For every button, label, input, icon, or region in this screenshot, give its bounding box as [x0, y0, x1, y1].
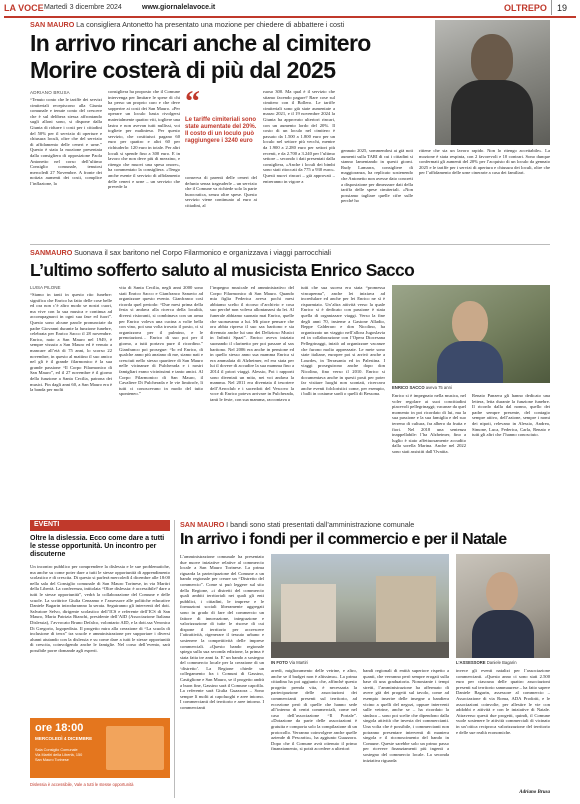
byline: LUISA PILONE [30, 285, 61, 290]
signature: Adriano Brusa [519, 790, 550, 795]
column-6: Renato Panzera gli hanno dedicato una lettera, letta durante la funzione funebre. Il ricordo dalla dal nonno, quello dei padre sempre presente, del contagio sempre attivo, dell’azione, sempre i nomi dei nipoti, relevano in Alessio, Andrea, Simone, Luca, Federica, Carla, Renato e tutti gli altri che l’hanno conosciuto. [472, 393, 550, 438]
column-1: “Siamo in tanti in questo rito funebre: significa che Enrico ha fatto delle cose belle ed ora non c’è altro modo se nostri cuori, ma vive con la sua musica e continua ad accompagnarci in ogni sua fase ed fuori”. Questo sono alcune parole pronunciate da padre Giovanni durante la funzione funebre, celebrata per Enrico Sacco il 28 novembre. Enrico, nato a San Mauro nel 1949, è sempre vissuto a San Mauro ed è venuto a mancare all’età di 75 anni, lo scorso 22 novembre, in questo al mattino il suo amico nel gli è il grande filarmonico è la sua grande passione “Il Corpo Filarmonico di San Mauro”, ed il 27 novembre è il giorno della funzione a Santa Cecilia, patrona dei musici. Fin dagli anni 60, a San Mauro era è la banda per molti [30, 292, 112, 393]
column-5: gennaio 2025, sommendosi ai già noti aumenti sulla TARI di cui i cittadini si stanno lamentando in questi giorni. Rudy Lamarra, consigliere di maggioranza, ha replicato sostenendo che Antonetto non avesse dato concreti a disposizione per dimezzare dati della tariffa delle spese cimiteriali. «Non possiamo tagliare quelle cifre sulle perché ho [341, 148, 413, 204]
street-road [271, 642, 449, 658]
headline-1: In arrivo rincari anche al cimitero [30, 30, 371, 56]
headline: In arrivo i fondi per il commercio e per il Natale [180, 531, 507, 548]
headline: L’ultimo sofferto saluto al musicista Enrico Sacco [30, 260, 415, 280]
paper-name: LA VOCE [4, 3, 44, 13]
column-divider [174, 520, 175, 798]
section-name: OLTREPO [504, 3, 547, 13]
event-info-box [106, 726, 164, 770]
sacco-face [452, 301, 488, 345]
kicker-place: SAN MAURO [30, 20, 75, 29]
caption-tag: IN FOTO [271, 660, 288, 665]
caption-age: aveva 75 anni [425, 385, 452, 390]
kicker-text: I bandi sono stati presentati dall’amministrazione comunale [226, 520, 415, 529]
quote-mark-icon: “ [185, 85, 200, 118]
street-photo [271, 554, 449, 658]
section-divider [551, 0, 552, 15]
pull-quote [185, 85, 257, 169]
headline: Oltre la dislessia. Ecco come dare a tutti le stesse opportunità. Un incontro per discuterne [30, 535, 165, 559]
divider [30, 244, 550, 245]
column-1: “Tenuto conto che le tariffe dei servizi cimiteriali recepiscono alla Giunta comunale e tenute conto del crescere che è sul delibera stessa affrontando sugli alloni sono, si dispone dalla Giunta di ridurre i costi per i cittadini del 50% per il servizio di operture e chiusura loculi, oltre che del servizio di affidamento delle ceneri e urne.” Questo è stata la mozione presentata dalla consigliera di opposizione Paola Antonetto nel corso dell’ultimo Consiglio comunale, tenutosi mercoledì 27 Novembre. A fronte dei notizia aumenti dei costi, complice l’inflazione, la [30, 97, 102, 186]
assessore-caption [456, 660, 550, 665]
column-4: invece gli eventi natalizi per l’associazione commercianti. «Questo anno ci sono stati 2.500 euro per ciascuna delle quattro associazioni presenti sul territorio sammaurese – ha fatto sapere Daniele Bagarin, assessore al commercio – Associazione di via Roma, ADA Prodotti, e le associazioni coinvolte, per allestire le vie con addobbi e attività e con le iniziative di Natale. Attraverso questi due progetti, quindi, il Comune vuole sostenere le attività commerciali di vicinato in un’ottica reciproca valorizzazione del territorio e delle sue realtà economiche. [456, 668, 550, 735]
column-2: consigliera ha proposto che il Comune intervenga per limitare le spese di chi ha perso un proprio caro e che deve sopperire ai costi dei San Mauro. «Per operare un loculo basta rivolgersi materialmente quattro viti, togliere una lastra e non avevan tutti nullissi, voi togliete per malinteso. Per questo servizio, che costituisci pagano 60 euro per quattro e altri 60 per richiuderlo: 120 euro in totale. Per altri loculi si spende fino a 300 euro. E in lavoro che non deve più di mezzino, e ritengo che muovi una spesa onore», ha commentato la consigliera. «Tengo anche esente il servizio di affidamento delle ceneri e urne – un servizio che prevede la [108, 89, 180, 190]
column-3: bandi regionali di entità superiore rispetto a quanti, che verranno però sempre erogati sulla base di una graduatoria. Nonostante i tempi stretti, l’amministrazione ha affermato di avere già dei progetti sul tavolo, come ad esempio inserire delle insegne a bandiera vicino a quelli del negozi, oppure interventi sulle vetrine, anche se – ha ricordato la sindaca – sono poi scelte che dipendono dalla singola attività che investa dei commercianti. Una volta che è possibile, i commercianti non potranno presentare interventi di maniera singola e il riconoscimento del bando in Comune. Queste sarebbe solo un primo passo per ricevere finanziamenti più ingenti a sostegno del commercio locale. La seconda iniziativa riguarda [363, 668, 449, 763]
issue-date: Martedì 3 dicembre 2024 [44, 4, 122, 11]
kicker-text: La consigliera Antonetto ha presentato una mozione per chiedere di abbattere i costi [76, 20, 345, 29]
portrait-photo [435, 20, 550, 145]
event-time: ore 18:00 [35, 722, 84, 734]
portrait-suit [451, 80, 533, 145]
column-5: Enrico si è impegnato nella musica, nel voler regolare ai suoi concittadini piacevoli pellegrinaggi; vacanze da quel momento in poi ricordato di lui, ma la sua passione e la sua famiglia e del suo terreno di cultura, fra albero da frutta e fiori. Nel 2018 una sentenza inappellabile: l’ha Alzheimer, fino a luglio è stato affettuosamente accudito dalla sorella Marina. Anche nel 2022 sono stati assistiti dall’Ovatita. [392, 393, 466, 454]
website: www.giornalelavoce.it [142, 4, 216, 11]
photo-caption [271, 660, 449, 665]
caption-name: Daniele Bagarin [486, 660, 517, 665]
section-tag: EVENTI [30, 520, 170, 531]
kicker [30, 20, 380, 29]
kicker-place: SANMAURO [30, 248, 73, 257]
kicker-place: SAN MAURO [180, 520, 225, 529]
column-1: L’amministrazione comunale ha presentato due nuove iniziative relative al commercio locale a San Mauro Torinese. La prima riguarda la partecipazione del Comune a un bando regionale per creare un “Distretto del commercio”. Come si può leggere sul sito della Regione, «i distretti del commercio quali ambiti territoriali nei quali gli enti pubblici, i cittadini, le imprese e le formazioni sociali liberamente aggregati sono in grado di fare del commercio un fattore di innovazione, integrazione e valorizzazione di tutte le risorse di cui dispone il territorio per accrescere l’attrattività, rigenerare il tessuto urbano e sostenere la competitività delle imprese commerciali. «Questo bando regionale spiega sulla sua seconda edizione, la prima è stata fatta tre anni fa. E’ un bando a sostegno del commercio locale per la creazione di un ‘distretto’. La Regione chiede un collegamento fra i Comuni di Gassino, Castiglione e San Mauro, se il progetto andrà a buon fine, Gassino sarà il Comune capofila. La referente sarà Giulia Guazzora – Sono sempre lì molti ai capoluoghi e aree intorno. I commercianti del territorio e aree intorno. I commercianti [180, 554, 264, 711]
kicker-text: Suonava il sax baritono nel Corpo Filarmonico e organizzava i viaggi parrocchiali [74, 248, 332, 257]
caption-name: Via Martiri [289, 660, 308, 665]
quote-text: Le tariffe cimiteriali sono state aumentate del 20%. Il costo di un loculo può raggiungere i 3240 euro [185, 117, 257, 144]
caption-tag: L’ASSESSORE [456, 660, 486, 665]
article-commercio [180, 520, 550, 800]
street-building-left [281, 584, 336, 644]
column-4: tutti che sua sucera era stata “promessa vincapenna”, anche lei iniziava ad incredulare ed anche per lei Enrico ne sì è risparmiato. Un’altra attività verso la quale Enrico si è dedicato con passione è stata quella di organizzare viaggi. Verso la fine degli anni 70, insieme a Gastone Alladio, Beppe Calderaro e don Nicolino, ha organizzato un viaggio nell’allora Jugoslavia ed in collaborazione con l’Opera Diocesana Pellegrinaggi, iniziò ad organizzare vacanze che furono molto apprezzate. Le mete sono state italiane, europee poi si arrivò anche a Lourdes, in Terrasanta ed in Palestina. I viaggi proseguirono anche dopo don Nicolino, fino verso il 2010. Enrico si documentava anche in questi posti per poter far visitare luoghi non scontati, ricercava anche eventi folcloristici come, per esempio, i balli in costume sardi o quelli di Bessona. [301, 285, 385, 397]
headline-2: Morire costerà di più dal 2025 [30, 57, 336, 83]
column-3: l’impegno musicale ed amministrativo del Corpo Filarmonico di San Mauro. Quando mia figlia Federica aveva pochi mesi abbiamo scelto il ricorso d’archivio e cosa suo perché non voleva allontanarsi da lei. Al funerale abbiamo suonato mai Enrico, quelle che suonavamo a lui. Mi piace pensare che ora abbia ripreso il suo sax baritono e sia divenuto anche lui uno dei Delizioso Musici in Infiniti Spazi”. Enrico aveva iniziato suonando il clarinetto per poi passare al sax baritono. Nel 2006 era anche in pensione ed in quello stesso anno sua mamma Enrica si era ammalata di Alzheimer, ed era stata per lui il dovere di accudire la sua mamma fino a 2014 il priori viaggi. Alessio, Poi i rapporti sono diventati un mito, nei voi andava la mamma. Nel 2011 era diventata il tesoriere dell’Aeroclub e i sacerdoti del Vescovo la voce di Enrico poteva arrivare in Pulcherada, tanti le feste, con sua mamma, raccontava a [210, 285, 294, 402]
event-date: MERCOLEDÌ 4 DICEMBRE [35, 736, 93, 741]
column-4: ruoso 300. Ma qual è il servizio che stiamo facendo pagare? Rare cose sul cimitero con il Bollero. Le tariffe cimiteriali sono già state aumentate a marzo 2021, e il 19 novembre 2024 la Giunta ha approvato ulteriori rincari, con un aumento lordo del 20%. Il costo di un loculo nel cimitero è passato da 1.500 a 1.800 euro per un loculo nel settore più vecchi, mentre da 1.900 a 2.280 euro per settori più recenti, e da 2.700 a 3.240 per l’ultimo settore – secondo i dati presentati dalla consigliera, «Anche i loculi dei bimbi sono stati ritoccati da 775 a 930 euro». Questi nuovi rincari – già approvati – entreranno in vigore a [263, 89, 335, 184]
photo-caption [392, 385, 550, 390]
street-building-right [376, 576, 436, 644]
byline: ADRIANO BRUSA [30, 90, 70, 95]
column-3: conserva di parenti delle ceneri del defunto senza tragruderle – un servizio che il Comune va richiede solo la parte burocratica, senza oltre spese. Questo servizio viene continuato al euro ai cittadini, al [185, 175, 257, 208]
event-place: Sala Consiglio Comunale Via Martiri della Libertà, 150 San Mauro Torinese [35, 748, 83, 762]
flyer-footer: Dislessia è accessibile, Vale a tutti le stesse opportunità [30, 782, 134, 787]
assessore-jacket [472, 610, 534, 658]
assessore-photo [456, 554, 550, 658]
masthead [4, 0, 576, 18]
column-2: vita di Santa Cecilia, negli anni 2000 sono stati Enrico Sacco e Gianfranco Sanavio ad organizzare questo evento. Gianfranco così ricorda quel periodo: “Due mesi prima della festa si andava alla ricerca della località, diversi ristoranti, si combinava con un arma per Enrico voleva una cucina a volte bella con vino, poi una volta trovato il posto, ci si organizzava per il pulmino, e le prenotazioni… Enrico di suo poi per il giorno, a tutti portava pure il ricordino.” Gianfranco poi prosegue: “Io ed Enrico, di qualche anno più anziano di me, siamo nati e cresciuti nello stesso quartiere di San Mauro nelle vicinanze di Pulcherada e i nostri famigliari erano vicinissimi e tanto amici. Al Corpo Filarmonico di San Mauro, il Cavaliere Di Pulcherada e le vie limitrofe, lì tutti ci conoscevano in modo del tutto sponteneo.” [119, 285, 203, 397]
kicker [180, 520, 550, 529]
event-flyer [30, 718, 170, 778]
column-6: ritiene che sia un lavoro rapido. Non lo ritengo accettabile». La mozione è stata respinta, con 2 favorevoli e 10 contrari. Sono dunque confermati gli aumenti del 20% per l’acquisto di un loculo da gennaio 2025 e le tariffe per i servizi di apertura e chiusura dei loculi, oltre che per l’affidamento delle urne cinerarie a casa dei familiari. [419, 148, 550, 176]
caption-name: ENRICO SACCO [392, 385, 425, 390]
kicker [30, 248, 550, 257]
body: Un incontro pubblico per comprendere la dislessia e le sue problematiche, ma anche su come poter dare a tutti le stesse opportunità di apprendimento scolastico e di crescita. Di questo si parlerà mercoledì 4 dicembre alle 18:00 nella sala del Consiglio comunale di San Mauro Torinese, in via Martiri della Libertà. La conferenza, intitolata “Oltre dislessia: è accessibile? dare a tutti le stesse opportunità”, vedrà la collaborazione del Comune e delle scuole. La scrittrice Giulia Cenzamo e l’assessore alle politiche educative Daniele Bagarin introdurranno la serata. Seguiranno gli interventi del dott. Salvatore Selvo, dirigente scolastico dell’ICS e referente dell’ICS di San Mauro, Maria Patrizia Bianchi, presidente dell’AID (Associazione Italiana Dislessia), l’avvocato Bruno Defalco, volontario AID, e la dott.ssa Veronica Di Gregorio, logopedista. Il progetto mira alla creazione di “La scuola di inclusione di terra” tra scuole e amministrazione per supportare i diversi alunni aiutando con la dislessia e su come dare a tutti le stesse opportunità di crescita, coinvolgendo anche le famiglie. Nel corso dell’evento, sarà possibile porre domande agli esperti. [30, 564, 170, 653]
sacco-photo [392, 285, 550, 383]
column-2: arredi, miglioramento delle vetrine, e altro, anche se il budget non è altissimo». La prima cittadina ha poi aggiunto che, affinché questo progetto prenda vita, è necessaria la partecipazione delle associazioni dei commercianti presenti sul territorio, ad eccezione però di quelle che hanno sede all’interno di centri commerciali, come nel caso dell’associazione “Il Portale”. «Dotazione da parte delle associazioni è gratuita e comporta solo la compilazione di un protocollo. Verranno coinvolgere anche quelle aziende di Pescarito», ha aggiunto Guazzora. Dopo che il Comune avrà ottenuto il primo finanziamento, si potrà accedere a ulteriori [271, 668, 357, 752]
assessore-face [486, 572, 518, 612]
page-number: 19 [557, 3, 568, 13]
article-sacco [30, 248, 550, 508]
portrait-head [471, 34, 513, 84]
article-cimitero [30, 20, 550, 240]
sacco-shirt [437, 341, 503, 383]
article-eventi [30, 520, 170, 798]
